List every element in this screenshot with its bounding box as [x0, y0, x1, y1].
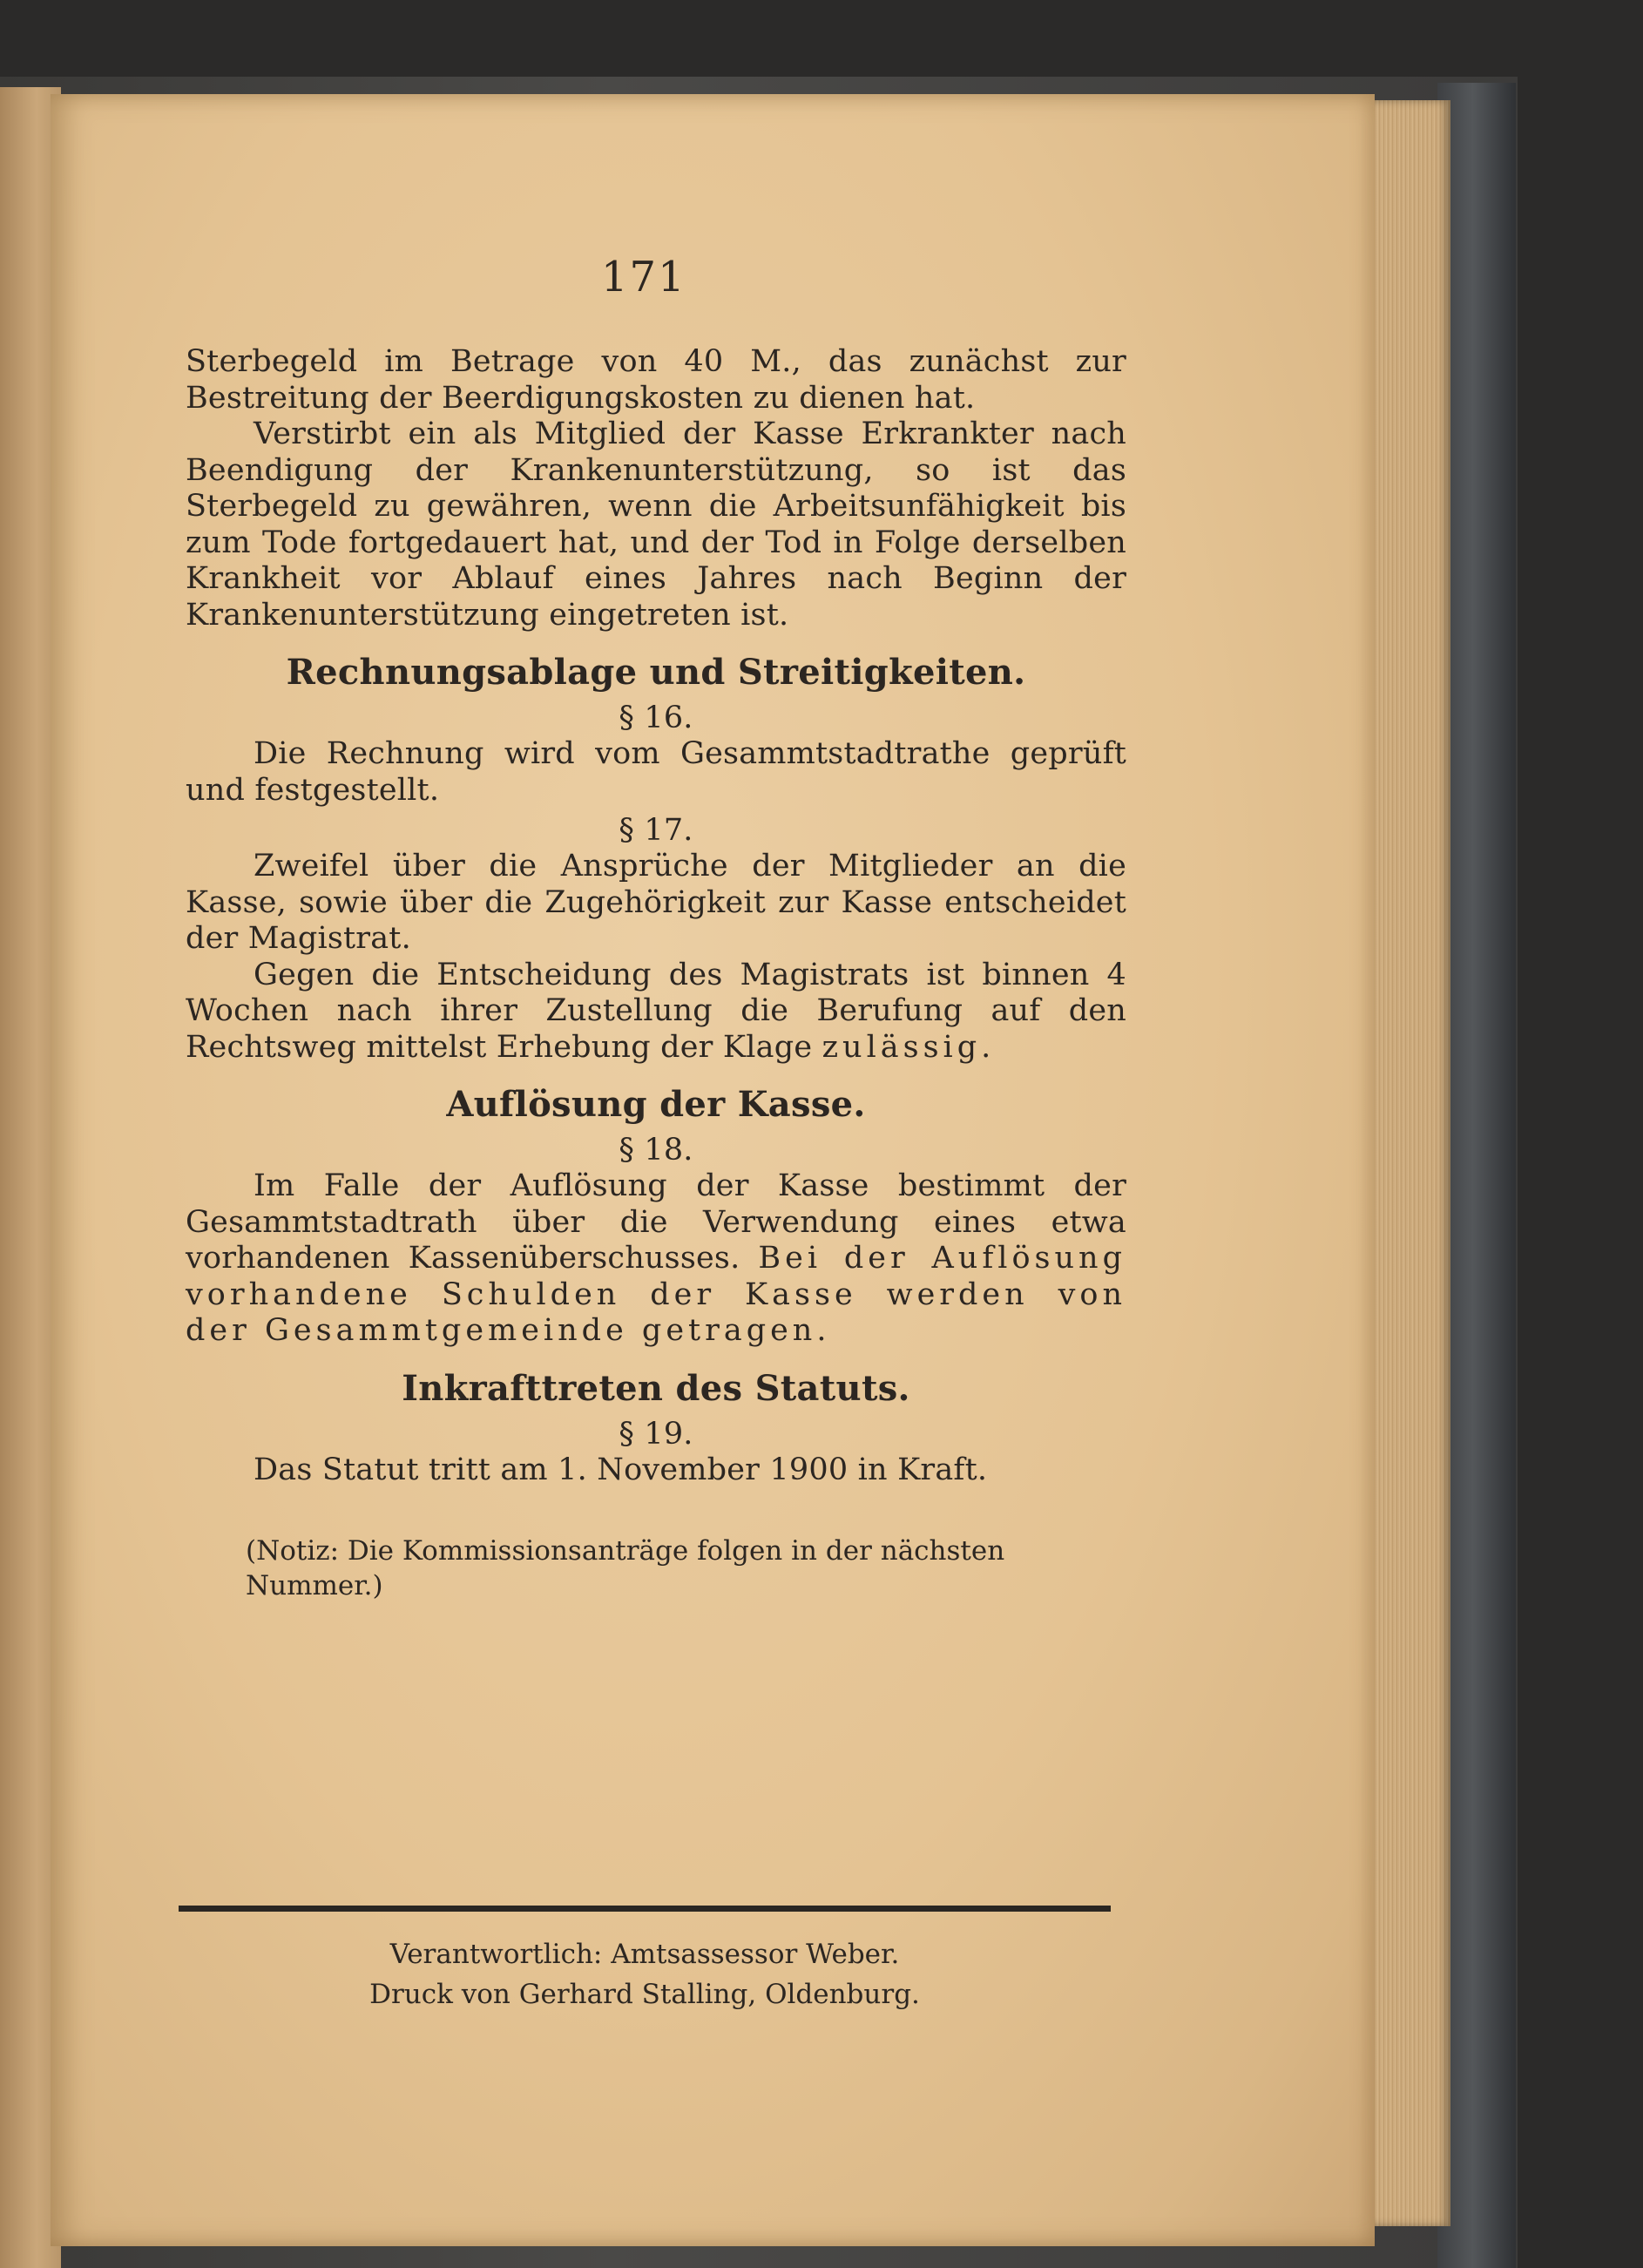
paragraph-verstirbt: Verstirbt ein als Mitglied der Kasse Erkrankter nach Beendigung der Krankenunterstützung, so ist das Sterbegeld zu gewähren, wenn die Arbeitsunfähigkeit bis zum Tode fortgedauert hat, und der Tod in Folge derselben Krankheit vor Ablauf eines Jahres nach Beginn der Krankenunterstützung eingetreten ist. [186, 416, 1126, 633]
heading-inkrafttreten: Inkrafttreten des Statuts. [402, 1367, 910, 1409]
section-17-text-2-main: Gegen die Entscheidung des Magistrats ist binnen 4 Wochen nach ihrer Zustellung die Berufung auf den Rechtsweg mittelst Erhebung der Klage [186, 957, 1126, 1065]
section-18-text-b: Bei der Auflösung vorhandene Schulden der Kasse werden von der Gesammtgemeinde getragen. [186, 1241, 1127, 1348]
page-number: 171 [601, 253, 686, 301]
section-19-text: Das Statut tritt am 1. November 1900 in Kraft. [254, 1452, 988, 1487]
section-17-text-2 [186, 958, 1126, 1066]
section-18-text-a: Im Falle der Auflösung der Kasse bestimmt der Gesammtstadtrath über die Verwendung eines etwa vorhandenen Kassenüberschusses. [186, 1168, 1126, 1276]
imprint-footer [179, 1934, 1111, 2014]
section-16-text: Die Rechnung wird vom Gesammtstadtrathe geprüft und festgestellt. [186, 736, 1126, 808]
section-18-text [186, 1168, 1126, 1350]
section-17-number: § 17. [619, 813, 693, 848]
paragraph-sterbegeld: Sterbegeld im Betrage von 40 M., das zunächst zur Bestreitung der Beerdigungskosten zu dienen hat. [186, 344, 1126, 416]
section-19-number: § 19. [619, 1416, 693, 1452]
section-16-number: § 16. [619, 701, 693, 735]
imprint-printer: Druck von Gerhard Stalling, Oldenburg. [369, 1979, 920, 2010]
footer-divider-rule [179, 1906, 1111, 1912]
page-text [186, 344, 1126, 1488]
heading-aufloesung: Auflösung der Kasse. [446, 1084, 866, 1125]
heading-rechnungsablage: Rechnungsablage und Streitigkeiten. [286, 652, 1026, 693]
imprint-responsible: Verantwortlich: Amtsassessor Weber. [389, 1939, 900, 1970]
section-17-text-1: Zweifel über die Ansprüche der Mitglieder an die Kasse, sowie über die Zugehörigkeit zur Kasse entscheidet der Magistrat. [186, 849, 1126, 956]
section-18-number: § 18. [619, 1133, 693, 1168]
section-17-text-2-spaced: zulässig. [822, 1029, 996, 1065]
editorial-note: (Notiz: Die Kommissionsanträge folgen in der nächsten Nummer.) [246, 1535, 1005, 1601]
